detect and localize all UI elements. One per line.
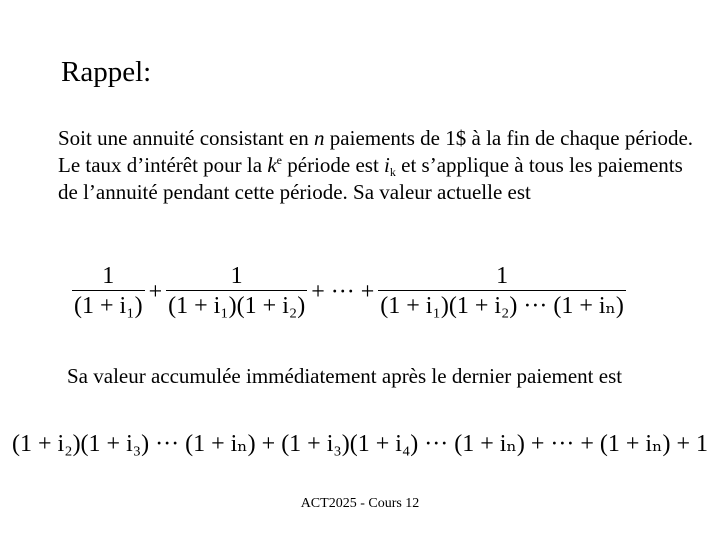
- var-i: i: [384, 153, 390, 177]
- denominator: (1 + i₁): [72, 290, 145, 321]
- present-value-equation: [72, 262, 626, 321]
- subscript-k: k: [389, 165, 396, 179]
- slide-footer: ACT2025 - Cours 12: [300, 496, 420, 511]
- superscript-e: e: [276, 153, 282, 167]
- fraction-term-2: [166, 262, 307, 321]
- intro-paragraph: [58, 125, 698, 206]
- var-n: n: [314, 126, 325, 150]
- plus-dots-plus-operator: + ··· +: [311, 278, 375, 305]
- fraction-term-1: [72, 262, 145, 321]
- denominator: (1 + i₁)(1 + i₂) ··· (1 + iₙ): [378, 290, 626, 321]
- numerator: 1: [496, 263, 509, 289]
- accumulated-value-equation: (1 + i₂)(1 + i₃) ··· (1 + iₙ) + (1 + i₃)(1 + i₄) ··· (1 + iₙ) + ··· + (1 + iₙ) + 1: [12, 431, 708, 457]
- slide-title: Rappel:: [61, 56, 152, 88]
- fraction-term-n: [378, 262, 626, 321]
- numerator: 1: [230, 263, 243, 289]
- para-text-4: et s’applique à tous les paiements de l’annuité pendant cette période. Sa valeur actuelle est: [58, 153, 683, 204]
- para-text-2: paiements de 1$ à la fin de chaque période. Le taux d’intérêt pour la: [58, 126, 694, 177]
- var-k: k: [267, 153, 277, 177]
- plus-operator: +: [148, 278, 163, 305]
- para-text-1: Soit une annuité consistant en: [58, 126, 315, 150]
- numerator: 1: [102, 263, 115, 289]
- para-text-3: période est: [282, 153, 385, 177]
- denominator: (1 + i₁)(1 + i₂): [166, 290, 307, 321]
- accumulated-value-paragraph: Sa valeur accumulée immédiatement après le dernier paiement est: [67, 364, 623, 388]
